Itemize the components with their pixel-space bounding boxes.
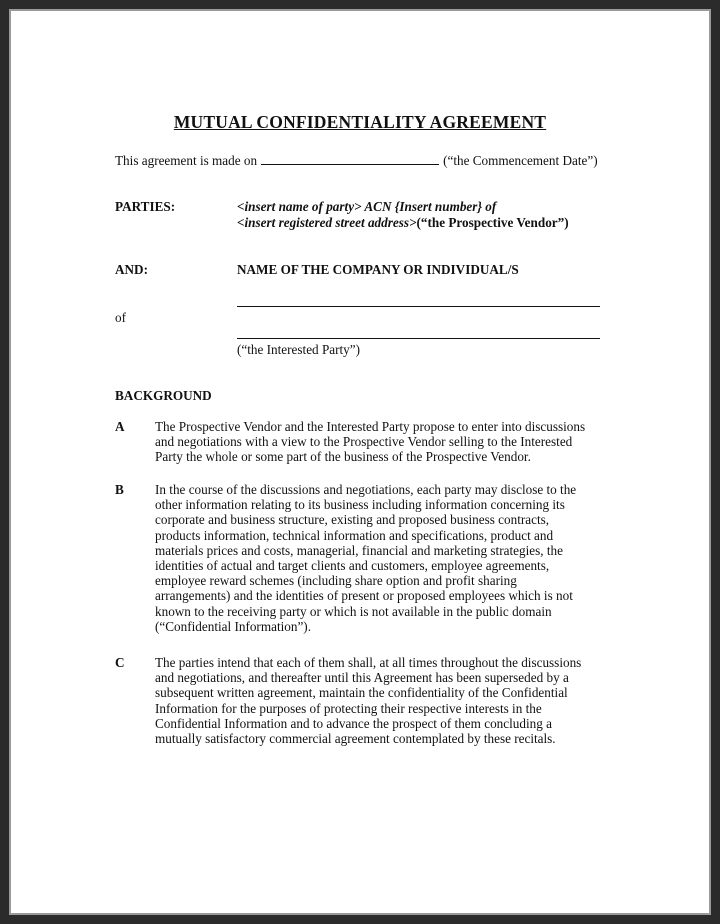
recital-line: and negotiations with a view to the Prospective Vendor selling to the Interested [155, 434, 573, 450]
recital-line: materials prices and costs, managerial, financial and marketing strategies, the [155, 542, 563, 558]
recital-line: (“Confidential Information”). [155, 618, 311, 634]
parties-label: PARTIES: [115, 199, 176, 214]
recital-line: Information for the purposes of protecting their respective interests in the [155, 700, 542, 716]
recital-a-text [155, 419, 610, 465]
party1-line2 [237, 215, 569, 231]
party1-role: (“the Prospective Vendor”) [416, 215, 569, 230]
intro-suffix: (“the Commencement Date”) [443, 153, 598, 168]
recital-line: In the course of the discussions and negotiations, each party may disclose to the [155, 482, 577, 497]
party2-name: NAME OF THE COMPANY OR INDIVIDUAL/S [237, 262, 519, 277]
and-label: AND: [115, 262, 148, 277]
recital-line: The Prospective Vendor and the Interested Party propose to enter into discussions [155, 419, 586, 434]
party2-address-line-2[interactable] [237, 338, 600, 339]
recital-a-letter: A [115, 419, 125, 434]
document-title: MUTUAL CONFIDENTIALITY AGREEMENT [173, 112, 547, 132]
recital-b-text [155, 482, 610, 634]
recital-line: other information relating to its business including information concerning its [155, 497, 565, 513]
intro-prefix: This agreement is made on [115, 153, 258, 168]
party1-line1: <insert name of party> ACN {Insert number} of [237, 199, 497, 214]
recital-line: products information, technical information and specifications, product and [155, 527, 554, 543]
party2-address-line-1[interactable] [237, 306, 600, 307]
interested-party-label: (“the Interested Party”) [237, 342, 361, 357]
commencement-date-blank[interactable] [261, 152, 439, 165]
background-heading: BACKGROUND [115, 388, 212, 403]
recital-line: employee reward schemes (including share option and profit sharing [155, 573, 517, 589]
recital-line: corporate and business structure, existing and proposed business contracts, [155, 512, 550, 528]
recital-line: arrangements) and the identities of present or proposed employees which is not [155, 588, 573, 604]
intro-line [115, 152, 598, 169]
recital-line: Party the whole or some part of the business of the Prospective Vendor. [155, 449, 531, 465]
recital-line: subsequent written agreement, maintain the confidentiality of the Confidential [155, 685, 568, 701]
of-label: of [115, 310, 126, 325]
recital-line: and negotiations, and thereafter until this Agreement has been superseded by a [155, 670, 569, 686]
recital-b-letter: B [115, 482, 124, 497]
party1-address: <insert registered street address> [237, 215, 417, 230]
recital-line: mutually satisfactory commercial agreement contemplated by these recitals. [155, 731, 556, 747]
recital-line: identities of actual and target clients and customers, employee agreements, [155, 558, 550, 574]
recital-line: known to the receiving party or which is not available in the public domain [155, 603, 552, 619]
recital-c-text [155, 655, 610, 746]
recital-c-letter: C [115, 655, 125, 670]
recital-line: The parties intend that each of them shall, at all times throughout the discussions [155, 655, 582, 670]
recital-line: Confidential Information and to advance the prospect of them concluding a [155, 715, 552, 731]
